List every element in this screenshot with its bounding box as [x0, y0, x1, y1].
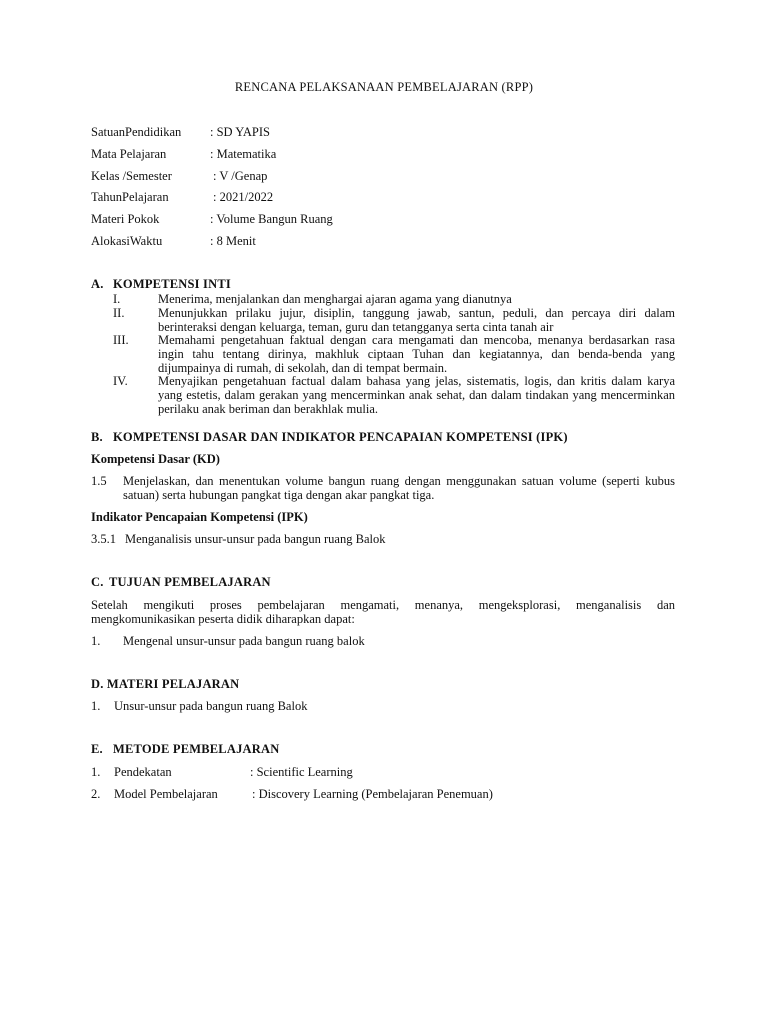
identity-value: : SD YAPIS [210, 125, 270, 139]
item-text: Unsur-unsur pada bangun ruang Balok [114, 699, 308, 713]
identity-label: Kelas /Semester [91, 169, 172, 183]
section-d-heading: D. MATERI PELAJARAN [91, 677, 240, 691]
item-number: 1.5 [91, 474, 107, 488]
identity-label: Mata Pelajaran [91, 147, 167, 161]
identity-value: : Volume Bangun Ruang [210, 212, 333, 226]
identity-value: : Matematika [210, 147, 277, 161]
section-title: METODE PEMBELAJARAN [113, 742, 280, 756]
list-item [91, 699, 675, 713]
section-title: TUJUAN PEMBELAJARAN [109, 575, 271, 589]
section-b-heading [91, 430, 568, 444]
list-item [113, 333, 675, 375]
item-number: II. [113, 306, 125, 320]
item-label: Pendekatan [114, 765, 172, 779]
identity-value: : 8 Menit [210, 234, 256, 248]
item-number: 1. [91, 699, 101, 713]
identity-label: TahunPelajaran [91, 190, 169, 204]
list-item [113, 374, 675, 416]
identity-label: SatuanPendidikan [91, 125, 182, 139]
item-number: 1. [91, 765, 101, 779]
identity-value: : 2021/2022 [213, 190, 274, 204]
list-item [113, 306, 675, 334]
section-c-intro: Setelah mengikuti proses pembelajaran mengamati, menanya, mengeksplorasi, menganalisis dan mengkomunikasikan peserta didik diharapkan dapat: [91, 598, 675, 626]
list-item [113, 292, 675, 306]
identity-label: Materi Pokok [91, 212, 160, 226]
item-text: Menerima, menjalankan dan menghargai ajaran agama yang dianutnya [158, 292, 512, 306]
item-label: Model Pembelajaran [114, 787, 218, 801]
kd-item [91, 474, 675, 502]
section-letter: B. [91, 430, 103, 444]
item-number: 3.5.1 [91, 532, 116, 546]
item-text: Menganalisis unsur-unsur pada bangun ruang Balok [125, 532, 386, 546]
item-text: Memahami pengetahuan faktual dengan cara mengamati dan mencoba, menanya berdasarkan rasa ingin tahu tentang dirinya, makhluk ciptaan Tuhan dan kegiatannya, dan benda-benda yang dijumpainya di rumah, di sekolah, dan di tempat bermain. [158, 333, 675, 375]
section-letter: E. [91, 742, 103, 756]
section-title: KOMPETENSI INTI [113, 277, 231, 291]
identity-label: AlokasiWaktu [91, 234, 163, 248]
identity-value: : V /Genap [213, 169, 268, 183]
kd-heading: Kompetensi Dasar (KD) [91, 452, 220, 466]
item-value: : Discovery Learning (Pembelajaran Penemuan) [252, 787, 493, 801]
section-title: KOMPETENSI DASAR DAN INDIKATOR PENCAPAIAN KOMPETENSI (IPK) [113, 430, 568, 444]
section-letter: C. [91, 575, 104, 589]
ipk-heading: Indikator Pencapaian Kompetensi (IPK) [91, 510, 308, 524]
section-c-heading [91, 575, 271, 589]
item-text: Menunjukkan prilaku jujur, disiplin, tanggung jawab, santun, peduli, dan percaya diri dalam berinteraksi dengan keluarga, teman, guru dan tetangganya serta cinta tanah air [158, 306, 675, 334]
section-e-heading [91, 742, 279, 756]
item-text: Menjelaskan, dan menentukan volume bangun ruang dengan menggunakan satuan volume (seperti kubus satuan) serta hubungan pangkat tiga dengan akar pangkat tiga. [123, 474, 675, 502]
item-number: 2. [91, 787, 101, 801]
document-title: RENCANA PELAKSANAAN PEMBELAJARAN (RPP) [234, 80, 534, 94]
item-number: I. [113, 292, 121, 306]
item-text: Menyajikan pengetahuan factual dalam bahasa yang jelas, sistematis, logis, dan kritis dalam karya yang estetis, dalam gerakan yang mencerminkan anak sehat, dan dalam tindakan yang mencerminkan perilaku anak beriman dan berakhlak mulia. [158, 374, 675, 416]
item-number: 1. [91, 634, 101, 648]
item-value: : Scientific Learning [250, 765, 353, 779]
item-number: III. [113, 333, 129, 347]
section-a-heading [91, 277, 231, 291]
ipk-item [91, 532, 675, 546]
item-number: IV. [113, 374, 128, 388]
list-item [91, 634, 675, 648]
item-text: Mengenal unsur-unsur pada bangun ruang balok [123, 634, 365, 648]
section-letter: A. [91, 277, 104, 291]
